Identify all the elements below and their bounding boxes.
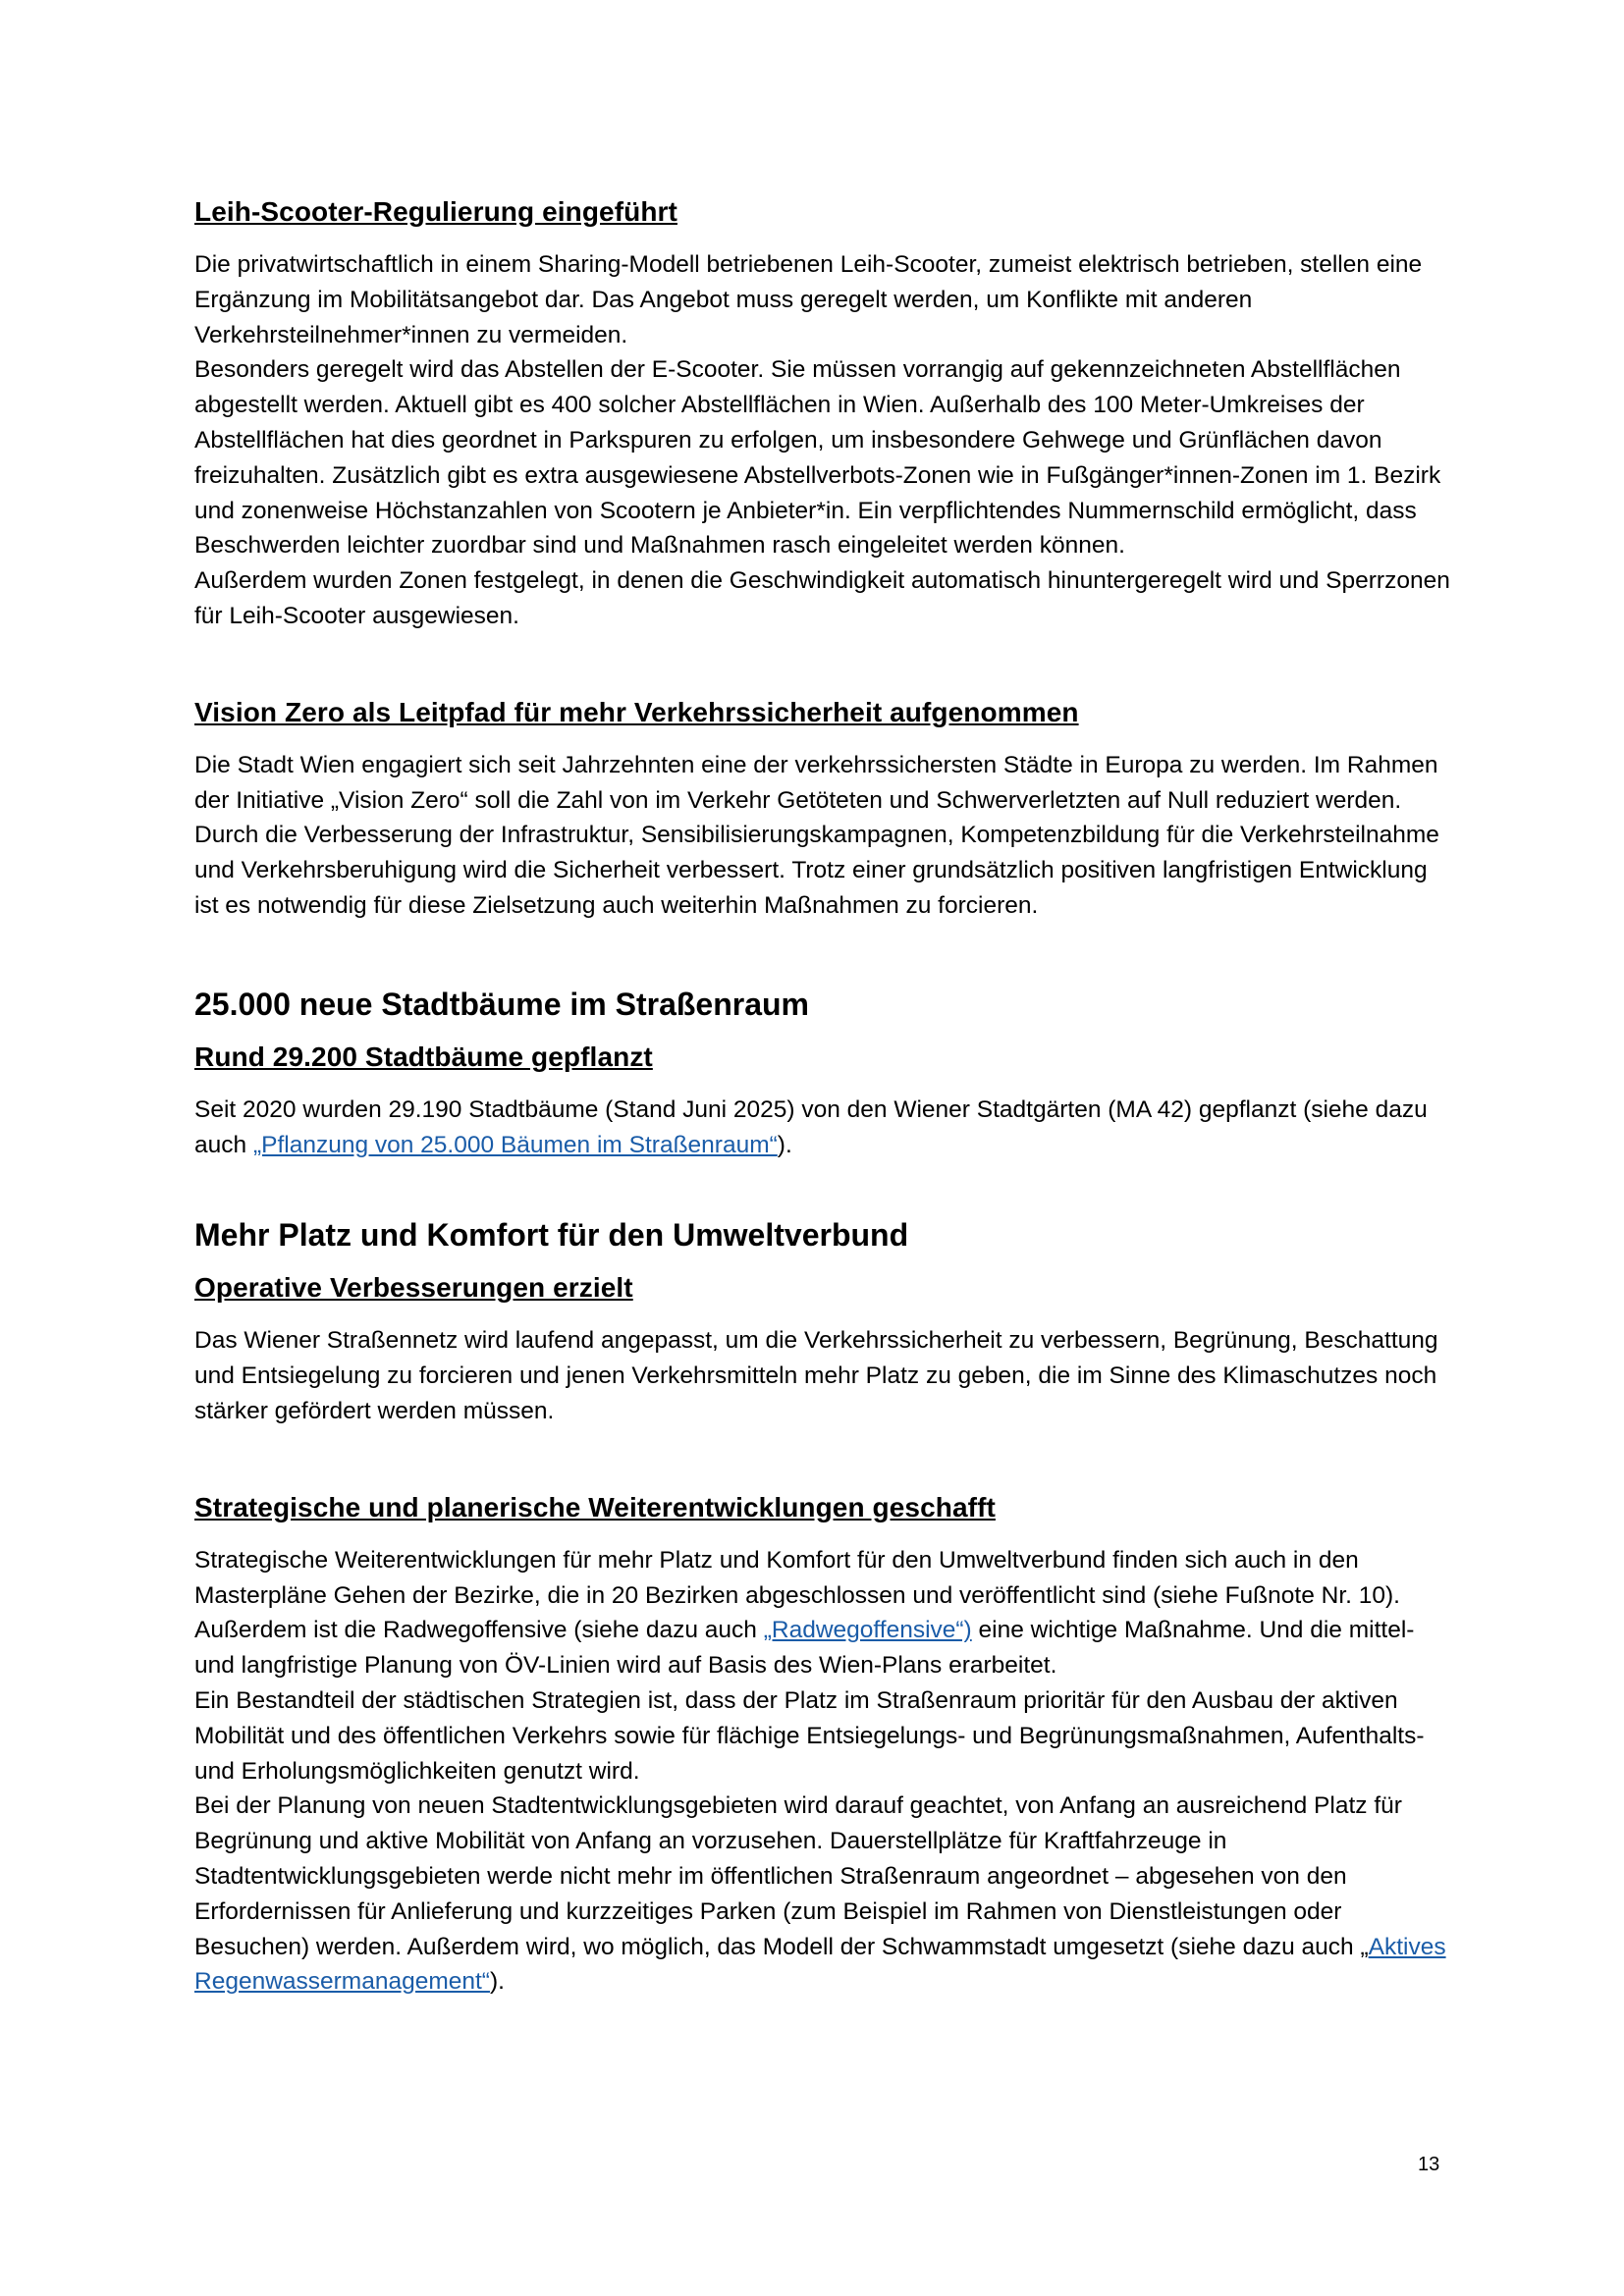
page-content: [194, 192, 1451, 2000]
paragraph: [194, 1613, 1451, 1683]
paragraph: Die privatwirtschaftlich in einem Sharing-Modell betriebenen Leih-Scooter, zumeist elektrisch betrieben, stellen eine Ergänzung im Mobilitätsangebot dar. Das Angebot muss geregelt werden, um Konflikte mit anderen Verkehrsteilnehmer*innen zu vermeiden.: [194, 251, 1423, 348]
section-heading: Vision Zero als Leitpfad für mehr Verkehrssicherheit aufgenommen: [194, 696, 1079, 727]
section-leih-scooter: [194, 192, 1451, 634]
section-umweltverbund: [194, 1213, 1451, 2000]
paragraph: Ein Bestandteil der städtischen Strategien ist, dass der Platz im Straßenraum prioritär für den Ausbau der aktiven Mobilität und des öffentlichen Verkehrs sowie für flächige Entsiegelungs- und Begrünungsmaßnahmen, Aufenthalts- und Erholungsmöglichkeiten genutzt wird.: [194, 1686, 1425, 1785]
paragraph: Das Wiener Straßennetz wird laufend angepasst, um die Verkehrssicherheit zu verbessern, Begrünung, Beschattung und Entsiegelung zu forcieren und jenen Verkehrsmitteln mehr Platz zu geben, die im Sinne des Klimaschutzes noch stärker gefördert werden müssen.: [194, 1327, 1438, 1424]
paragraph: [194, 1093, 1451, 1163]
section-stadtbaeume: [194, 983, 1451, 1163]
subsection-operative: [194, 1268, 1451, 1428]
paragraph-text: Außerdem ist die Radwegoffensive (siehe dazu auch: [194, 1617, 764, 1644]
section-vision-zero: [194, 693, 1451, 924]
paragraph-text: Seit 2020 wurden 29.190 Stadtbäume (Stand Juni 2025) von den Wiener Stadtgärten (MA 42) gepflanzt (siehe dazu auch: [194, 1095, 1428, 1158]
paragraph-text: Bei der Planung von neuen Stadtentwicklungsgebieten wird darauf geachtet, von Anfang an ausreichend Platz für Begrünung und aktive Mobilität von Anfang an vorzusehen. Dauerstellplätze für Kraftfahrzeuge in Stadtentwicklungsgebieten werde nicht mehr im öffentlichen Straßenraum angeordnet – abgesehen von den Erfordernissen für Anlieferung und kurzzeitiges Parken (zum Beispiel im Rahmen von Dienstleistungen oder Besuchen) werden. Außerdem wird, wo möglich, das Modell der Schwammstadt umgesetzt (siehe dazu auch „: [194, 1792, 1402, 1960]
paragraph-text: ).: [777, 1131, 792, 1158]
section-heading: Strategische und planerische Weiterentwicklungen geschafft: [194, 1491, 996, 1522]
link-pflanzung-baeume[interactable]: „Pflanzung von 25.000 Bäumen im Straßenraum“: [252, 1131, 778, 1158]
link-radwegoffensive[interactable]: „Radwegoffensive“): [763, 1617, 972, 1644]
section-heading: Leih-Scooter-Regulierung eingeführt: [194, 196, 677, 227]
paragraph: Außerdem wurden Zonen festgelegt, in denen die Geschwindigkeit automatisch hinuntergeregelt wird und Sperrzonen für Leih-Scooter ausgewiesen.: [194, 567, 1450, 629]
paragraph: Die Stadt Wien engagiert sich seit Jahrzehnten eine der verkehrssichersten Städte in Europa zu werden. Im Rahmen der Initiative „Vision Zero“ soll die Zahl von im Verkehr Getöteten und Schwerverletzten auf Null reduziert werden. Durch die Verbesserung der Infrastruktur, Sensibilisierungskampagnen, Kompetenzbildung für die Verkehrsteilnahme und Verkehrsberuhigung wird die Sicherheit verbessert. Trotz einer grundsätzlich positiven langfristigen Entwicklung ist es notwendig für diese Zielsetzung auch weiterhin Maßnahmen zu forcieren.: [194, 751, 1439, 919]
chapter-title: Mehr Platz und Komfort für den Umweltverbund: [194, 1217, 909, 1254]
paragraph: Strategische Weiterentwicklungen für mehr Platz und Komfort für den Umweltverbund finden sich auch in den Masterpläne Gehen der Bezirke, die in 20 Bezirken abgeschlossen und veröffentlicht sind (siehe Fußnote Nr. 10).: [194, 1546, 1400, 1609]
paragraph: Besonders geregelt wird das Abstellen der E-Scooter. Sie müssen vorrangig auf gekennzeichneten Abstellflächen abgestellt werden. Aktuell gibt es 400 solcher Abstellflächen in Wien. Außerhalb des 100 Meter-Umkreises der Abstellflächen hat dies geordnet in Parkspuren zu erfolgen, um insbesondere Gehwege und Grünflächen davon freizuhalten. Zusätzlich gibt es extra ausgewiesene Abstellverbots-Zonen wie in Fußgänger*innen-Zonen im 1. Bezirk und zonenweise Höchstanzahlen von Scootern je Anbieter*in. Ein verpflichtendes Nummernschild ermöglicht, dass Beschwerden leichter zuordbar sind und Maßnahmen rasch eingeleitet werden können.: [194, 356, 1441, 560]
section-heading: Rund 29.200 Stadtbäume gepflanzt: [194, 1041, 653, 1072]
link-regenwassermanagement[interactable]: Aktives Regenwassermanagement“: [194, 1933, 1446, 1996]
section-heading: Operative Verbesserungen erzielt: [194, 1272, 633, 1304]
paragraph: [194, 1789, 1451, 2000]
chapter-title: 25.000 neue Stadtbäume im Straßenraum: [194, 986, 809, 1022]
paragraph-text: eine wichtige Maßnahme. Und die mittel- und langfristige Planung von ÖV-Linien wird auf Basis des Wien-Plans erarbeitet.: [194, 1617, 1415, 1680]
paragraph-text: ).: [489, 1968, 505, 1996]
page-number: 13: [1418, 2154, 1440, 2175]
subsection-strategic: [194, 1488, 1451, 2000]
